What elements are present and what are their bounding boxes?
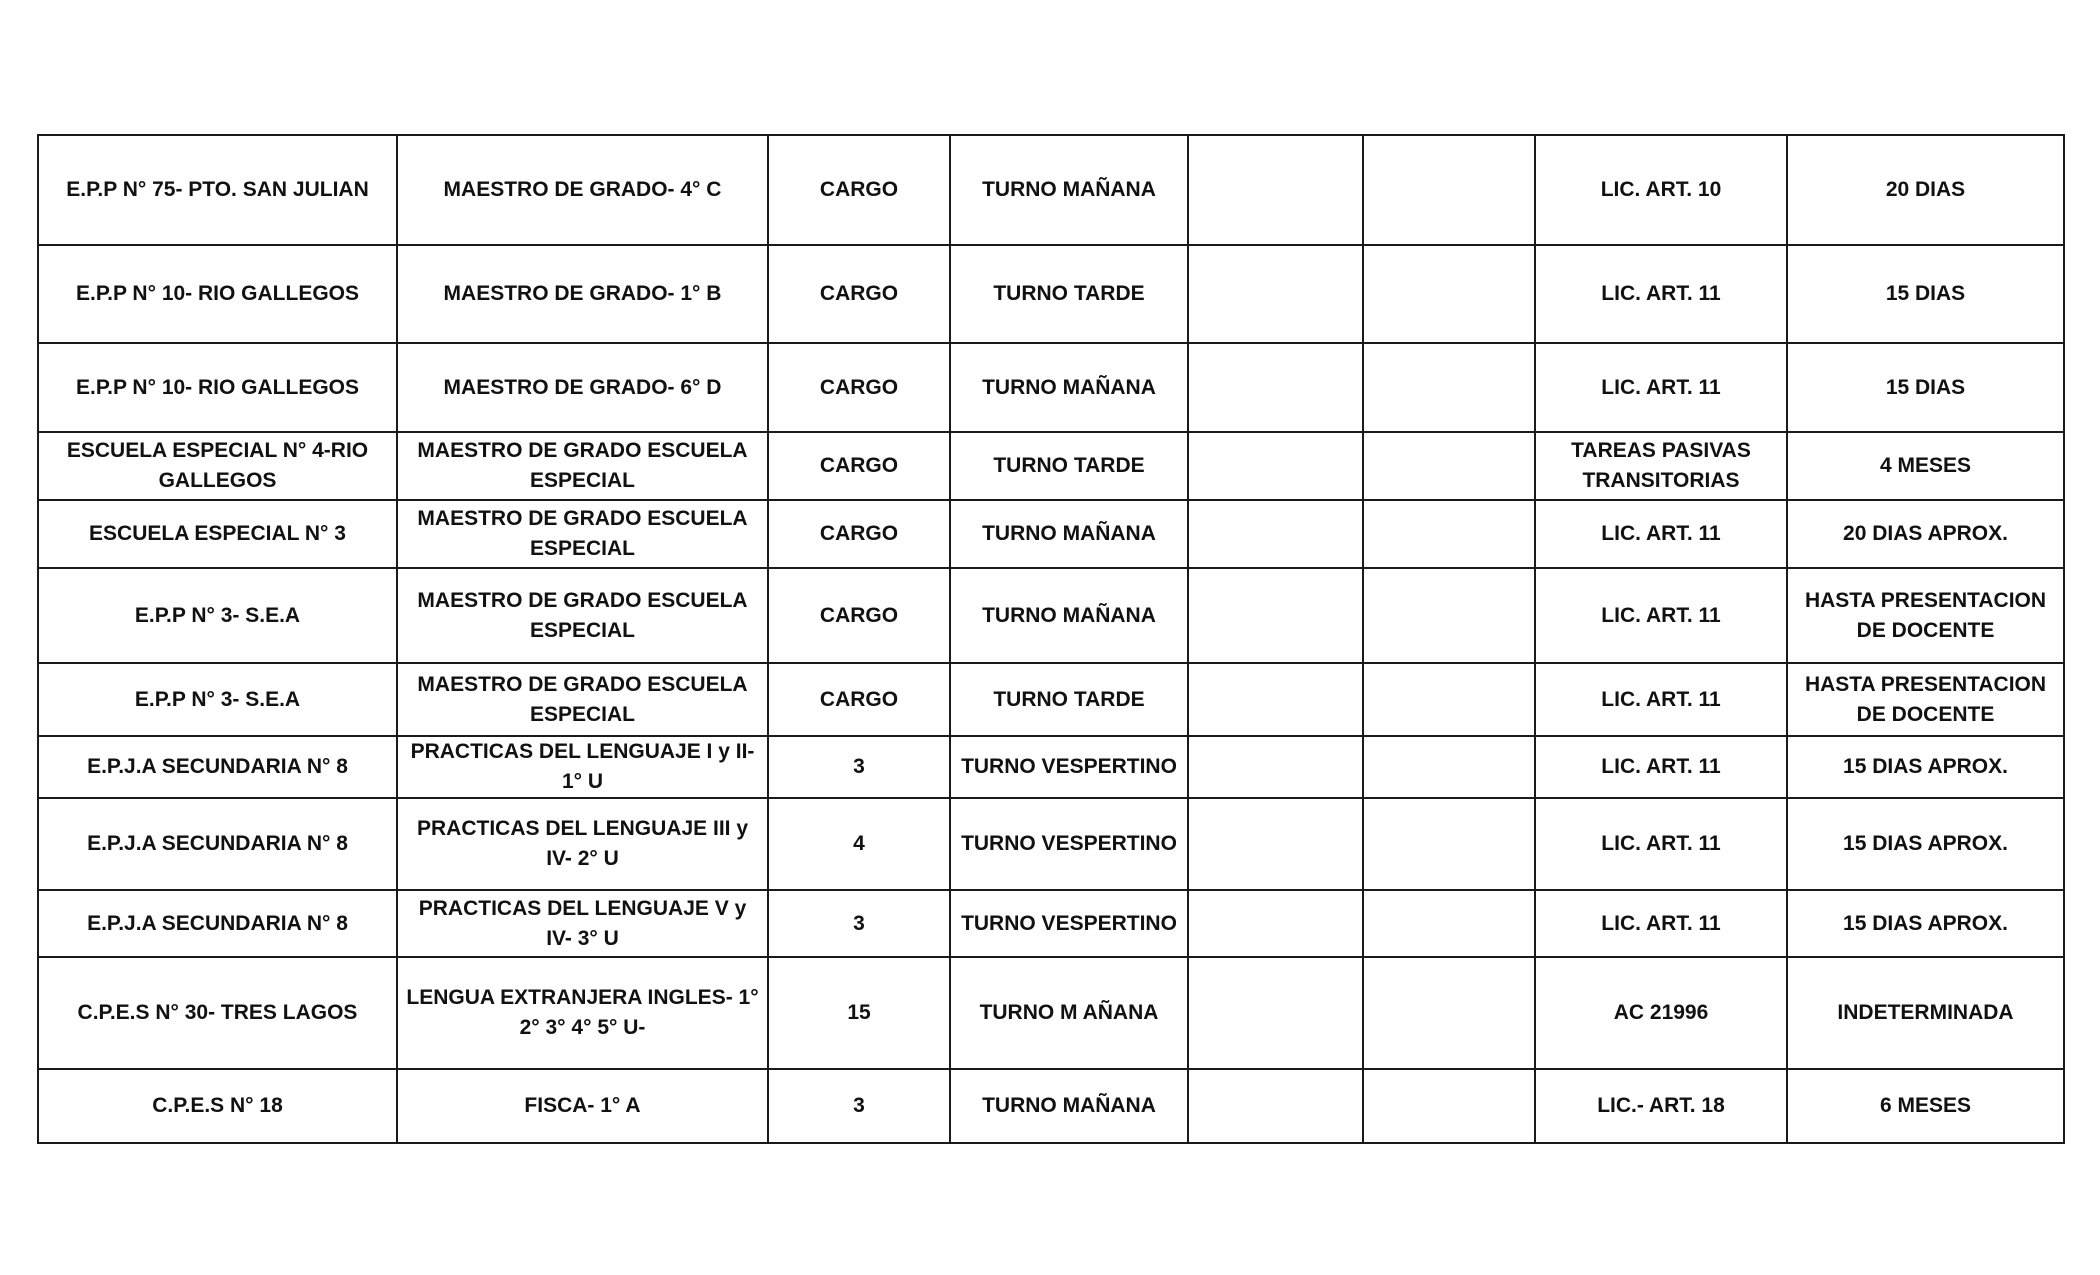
school-cell: E.P.J.A SECUNDARIA N° 8 xyxy=(38,736,397,798)
table-row xyxy=(38,1069,2064,1143)
empty-cell-6 xyxy=(1363,1069,1535,1143)
empty-cell-6 xyxy=(1363,890,1535,957)
hours-cell: CARGO xyxy=(768,343,950,432)
empty-cell-5 xyxy=(1188,500,1363,568)
empty-cell-5 xyxy=(1188,890,1363,957)
reason-cell: LIC. ART. 11 xyxy=(1535,890,1787,957)
position-cell: MAESTRO DE GRADO ESCUELA ESPECIAL xyxy=(397,500,768,568)
empty-cell-6 xyxy=(1363,432,1535,500)
school-cell: E.P.P N° 75- PTO. SAN JULIAN xyxy=(38,135,397,245)
reason-cell: LIC.- ART. 18 xyxy=(1535,1069,1787,1143)
empty-cell-6 xyxy=(1363,798,1535,890)
table-row xyxy=(38,663,2064,736)
duration-cell: 15 DIAS xyxy=(1787,245,2064,343)
school-cell: ESCUELA ESPECIAL N° 4-RIO GALLEGOS xyxy=(38,432,397,500)
hours-cell: CARGO xyxy=(768,432,950,500)
shift-cell: TURNO MAÑANA xyxy=(950,135,1188,245)
empty-cell-5 xyxy=(1188,1069,1363,1143)
reason-cell: LIC. ART. 11 xyxy=(1535,736,1787,798)
empty-cell-6 xyxy=(1363,343,1535,432)
shift-cell: TURNO VESPERTINO xyxy=(950,736,1188,798)
reason-cell: LIC. ART. 11 xyxy=(1535,245,1787,343)
position-cell: MAESTRO DE GRADO ESCUELA ESPECIAL xyxy=(397,568,768,663)
empty-cell-6 xyxy=(1363,500,1535,568)
duration-cell: 15 DIAS APROX. xyxy=(1787,798,2064,890)
empty-cell-5 xyxy=(1188,957,1363,1069)
reason-cell: LIC. ART. 11 xyxy=(1535,798,1787,890)
empty-cell-5 xyxy=(1188,736,1363,798)
shift-cell: TURNO TARDE xyxy=(950,432,1188,500)
duration-cell: 20 DIAS xyxy=(1787,135,2064,245)
empty-cell-5 xyxy=(1188,568,1363,663)
school-cell: ESCUELA ESPECIAL N° 3 xyxy=(38,500,397,568)
duration-cell: 15 DIAS APROX. xyxy=(1787,890,2064,957)
hours-cell: 3 xyxy=(768,1069,950,1143)
table-row xyxy=(38,736,2064,798)
table-row xyxy=(38,957,2064,1069)
reason-cell: LIC. ART. 11 xyxy=(1535,500,1787,568)
position-cell: MAESTRO DE GRADO- 1° B xyxy=(397,245,768,343)
hours-cell: 4 xyxy=(768,798,950,890)
duration-cell: INDETERMINADA xyxy=(1787,957,2064,1069)
reason-cell: LIC. ART. 11 xyxy=(1535,568,1787,663)
shift-cell: TURNO M AÑANA xyxy=(950,957,1188,1069)
position-cell: FISCA- 1° A xyxy=(397,1069,768,1143)
shift-cell: TURNO TARDE xyxy=(950,663,1188,736)
school-cell: C.P.E.S N° 18 xyxy=(38,1069,397,1143)
position-cell: MAESTRO DE GRADO- 4° C xyxy=(397,135,768,245)
empty-cell-5 xyxy=(1188,663,1363,736)
school-cell: E.P.P N° 10- RIO GALLEGOS xyxy=(38,343,397,432)
shift-cell: TURNO MAÑANA xyxy=(950,343,1188,432)
position-cell: PRACTICAS DEL LENGUAJE III y IV- 2° U xyxy=(397,798,768,890)
duration-cell: HASTA PRESENTACION DE DOCENTE xyxy=(1787,663,2064,736)
hours-cell: 15 xyxy=(768,957,950,1069)
shift-cell: TURNO MAÑANA xyxy=(950,1069,1188,1143)
shift-cell: TURNO MAÑANA xyxy=(950,500,1188,568)
empty-cell-5 xyxy=(1188,135,1363,245)
empty-cell-5 xyxy=(1188,798,1363,890)
empty-cell-6 xyxy=(1363,135,1535,245)
duration-cell: 15 DIAS xyxy=(1787,343,2064,432)
empty-cell-6 xyxy=(1363,957,1535,1069)
shift-cell: TURNO TARDE xyxy=(950,245,1188,343)
reason-cell: AC 21996 xyxy=(1535,957,1787,1069)
hours-cell: 3 xyxy=(768,736,950,798)
hours-cell: CARGO xyxy=(768,500,950,568)
shift-cell: TURNO VESPERTINO xyxy=(950,798,1188,890)
reason-cell: LIC. ART. 11 xyxy=(1535,663,1787,736)
shift-cell: TURNO MAÑANA xyxy=(950,568,1188,663)
school-cell: E.P.J.A SECUNDARIA N° 8 xyxy=(38,798,397,890)
duration-cell: 20 DIAS APROX. xyxy=(1787,500,2064,568)
table-row xyxy=(38,343,2064,432)
empty-cell-6 xyxy=(1363,245,1535,343)
empty-cell-5 xyxy=(1188,432,1363,500)
position-cell: MAESTRO DE GRADO ESCUELA ESPECIAL xyxy=(397,663,768,736)
empty-cell-6 xyxy=(1363,736,1535,798)
school-cell: E.P.P N° 3- S.E.A xyxy=(38,568,397,663)
school-cell: E.P.P N° 3- S.E.A xyxy=(38,663,397,736)
position-cell: PRACTICAS DEL LENGUAJE I y II-1° U xyxy=(397,736,768,798)
table-row xyxy=(38,245,2064,343)
school-cell: C.P.E.S N° 30- TRES LAGOS xyxy=(38,957,397,1069)
shift-cell: TURNO VESPERTINO xyxy=(950,890,1188,957)
table-row xyxy=(38,135,2064,245)
school-cell: E.P.J.A SECUNDARIA N° 8 xyxy=(38,890,397,957)
empty-cell-5 xyxy=(1188,343,1363,432)
hours-cell: 3 xyxy=(768,890,950,957)
vacancies-table xyxy=(37,134,2065,1144)
duration-cell: HASTA PRESENTACION DE DOCENTE xyxy=(1787,568,2064,663)
hours-cell: CARGO xyxy=(768,135,950,245)
reason-cell: LIC. ART. 11 xyxy=(1535,343,1787,432)
table-row xyxy=(38,890,2064,957)
hours-cell: CARGO xyxy=(768,245,950,343)
empty-cell-6 xyxy=(1363,568,1535,663)
reason-cell: TAREAS PASIVAS TRANSITORIAS xyxy=(1535,432,1787,500)
duration-cell: 15 DIAS APROX. xyxy=(1787,736,2064,798)
table-row xyxy=(38,568,2064,663)
position-cell: PRACTICAS DEL LENGUAJE V y IV- 3° U xyxy=(397,890,768,957)
school-cell: E.P.P N° 10- RIO GALLEGOS xyxy=(38,245,397,343)
hours-cell: CARGO xyxy=(768,663,950,736)
reason-cell: LIC. ART. 10 xyxy=(1535,135,1787,245)
duration-cell: 4 MESES xyxy=(1787,432,2064,500)
table-row xyxy=(38,500,2064,568)
position-cell: MAESTRO DE GRADO ESCUELA ESPECIAL xyxy=(397,432,768,500)
empty-cell-6 xyxy=(1363,663,1535,736)
position-cell: MAESTRO DE GRADO- 6° D xyxy=(397,343,768,432)
hours-cell: CARGO xyxy=(768,568,950,663)
duration-cell: 6 MESES xyxy=(1787,1069,2064,1143)
table-row xyxy=(38,798,2064,890)
empty-cell-5 xyxy=(1188,245,1363,343)
position-cell: LENGUA EXTRANJERA INGLES- 1° 2° 3° 4° 5° U- xyxy=(397,957,768,1069)
table-row xyxy=(38,432,2064,500)
